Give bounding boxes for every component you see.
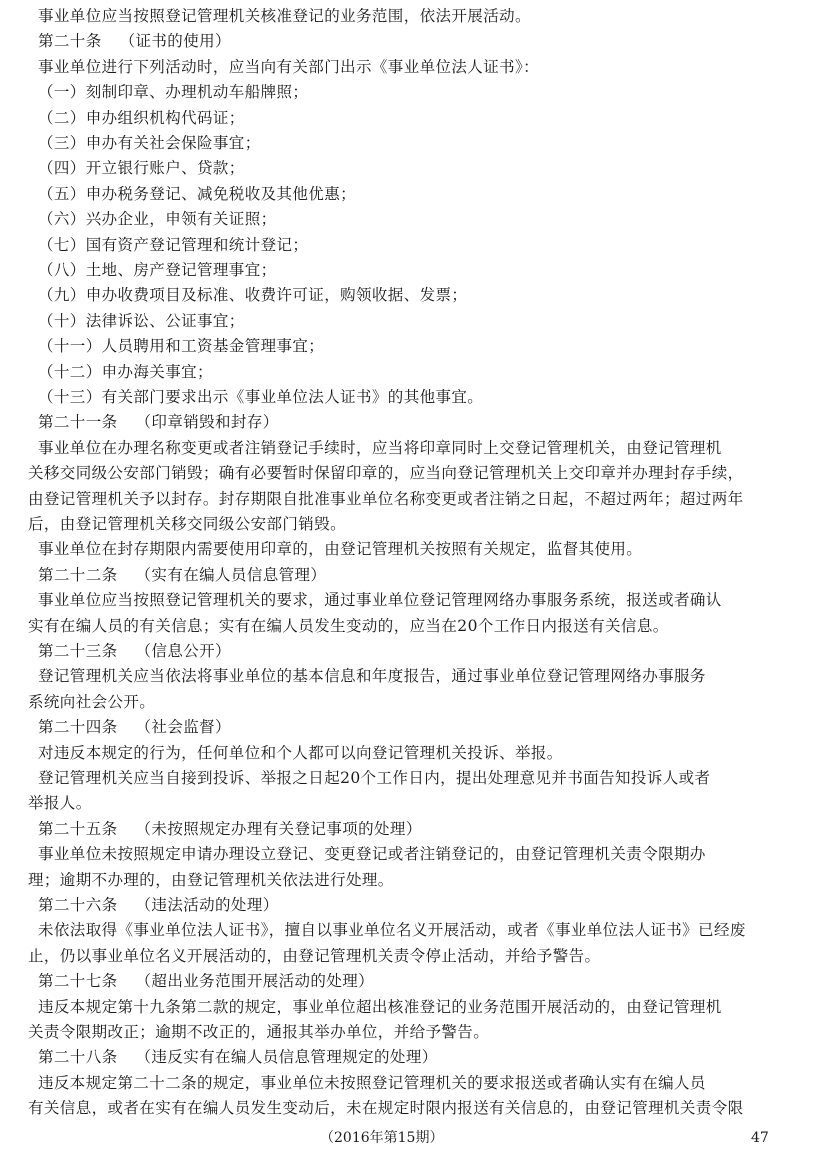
paragraph-line: 事业单位在封存期限内需要使用印章的，由登记管理机关按照有关规定，监督其使用。 [38,540,643,559]
article-title: （超出业务范围开展活动的处理） [135,972,375,991]
paragraph-line: （三）申办有关社会保险事宜； [38,134,261,152]
article-title: （社会监督） [135,718,231,737]
article-number: 第二十一条 [38,413,118,432]
paragraph-line: （十三）有关部门要求出示《事业单位法人证书》的其他事宜。 [38,388,484,406]
paragraph-line: 未依法取得《事业单位法人证书》，擅自以事业单位名义开展活动，或者《事业单位法人证书》已经废 [38,921,746,940]
article-heading [38,715,810,739]
paragraph-line: 登记管理机关应当自接到投诉、举报之日起20个工作日内，提出处理意见并书面告知投诉人或者 [38,769,711,787]
paragraph-line: 对违反本规定的行为，任何单位和个人都可以向登记管理机关投诉、举报。 [38,743,563,762]
page-number: 47 [751,1130,769,1146]
paragraph-continuation-line: 实有在编人员的有关信息；实有在编人员发生变动的，应当在20个工作日内报送有关信息。 [28,616,669,635]
article-number: 第二十二条 [38,565,118,584]
paragraph-line: 事业单位应当按照登记管理机关的要求，通过事业单位登记管理网络办事服务系统，报送或者确认 [38,591,722,610]
paragraph-continuation-line: 后，由登记管理机关移交同级公安部门销毁。 [28,515,347,533]
article-number: 第二十三条 [38,642,118,660]
paragraph-line: （五）申办税务登记、减免税收及其他优惠； [38,184,357,203]
paragraph-line: （八）土地、房产登记管理事宜； [38,261,277,279]
paragraph-line: 事业单位未按照规定申请办理设立登记、变更登记或者注销登记的，由登记管理机关责令限期办 [38,845,706,864]
article-number: 第二十条 [38,32,102,51]
article-heading [38,893,810,917]
paragraph-continuation-line: 止，仍以事业单位名义开展活动的，由登记管理机关责令停止活动，并给予警告。 [28,946,601,965]
article-title: （违反实有在编人员信息管理规定的处理） [135,1048,438,1067]
article-number: 第二十五条 [38,819,118,838]
article-number: 第二十六条 [38,896,118,914]
article-heading [38,563,810,587]
paragraph-line: （四）开立银行账户、贷款； [38,159,245,178]
article-title: （证书的使用） [119,32,231,51]
paragraph-continuation-line: 由登记管理机关予以封存。封存期限自批准事业单位名称变更或者注销之日起，不超过两年；超过两年 [28,489,744,508]
article-heading [38,410,810,434]
paragraph-line: 事业单位进行下列活动时，应当向有关部门出示《事业单位法人证书》： [38,57,540,76]
article-number: 第二十八条 [38,1048,118,1067]
paragraph-continuation-line: 关责令限期改正；逾期不改正的，通报其举办单位，并给予警告。 [28,1023,490,1041]
article-title: （未按照规定办理有关登记事项的处理） [135,819,422,838]
issue-label: （2016年第15期） [320,1130,444,1146]
article-heading [38,1045,810,1069]
paragraph-line: （一）刻制印章、办理机动车船牌照； [38,83,309,102]
paragraph-line: （七）国有资产登记管理和统计登记； [38,235,309,254]
article-number: 第二十七条 [38,972,118,991]
article-title: （印章销毁和封存） [135,413,279,432]
article-heading [38,817,810,841]
paragraph-line: （六）兴办企业，申领有关证照； [38,210,277,229]
article-number: 第二十四条 [38,718,118,737]
paragraph-line: 事业单位应当按照登记管理机关核准登记的业务范围，依法开展活动。 [38,7,531,25]
paragraph-line: （二）申办组织机构代码证； [38,108,245,127]
paragraph-continuation-line: 举报人。 [28,794,92,813]
paragraph-continuation-line: 有关信息，或者在实有在编人员发生变动后，未在规定时限内报送有关信息的，由登记管理机关责令限 [28,1099,744,1118]
article-title: （违法活动的处理） [135,896,279,914]
article-title: （实有在编人员信息管理） [135,565,327,584]
paragraph-continuation-line: 系统向社会公开。 [28,692,156,711]
paragraph-line: （十）法律诉讼、公证事宜； [38,311,245,330]
paragraph-continuation-line: 关移交同级公安部门销毁；确有必要暂时保留印章的，应当向登记管理机关上交印章并办理封存手续， [28,464,744,483]
paragraph-line: 违反本规定第十九条第二款的规定，事业单位超出核准登记的业务范围开展活动的，由登记管理机 [38,997,722,1016]
paragraph-line: 违反本规定第二十二条的规定，事业单位未按照登记管理机关的要求报送或者确认实有在编人员 [38,1073,706,1092]
paragraph-line: 登记管理机关应当依法将事业单位的基本信息和年度报告，通过事业单位登记管理网络办事服务 [38,667,706,686]
paragraph-line: （十一）人员聘用和工资基金管理事宜； [38,337,325,356]
paragraph-line: （九）申办收费项目及标准、收费许可证，购领收据、发票； [38,286,468,305]
article-heading [38,639,810,663]
article-heading [38,29,810,53]
article-heading [38,969,810,993]
paragraph-continuation-line: 理；逾期不办理的，由登记管理机关依法进行处理。 [28,870,394,889]
article-title: （信息公开） [135,642,231,660]
paragraph-line: （十二）申办海关事宜； [38,362,213,381]
paragraph-line: 事业单位在办理名称变更或者注销登记手续时，应当将印章同时上交登记管理机关，由登记管理机 [38,438,722,457]
